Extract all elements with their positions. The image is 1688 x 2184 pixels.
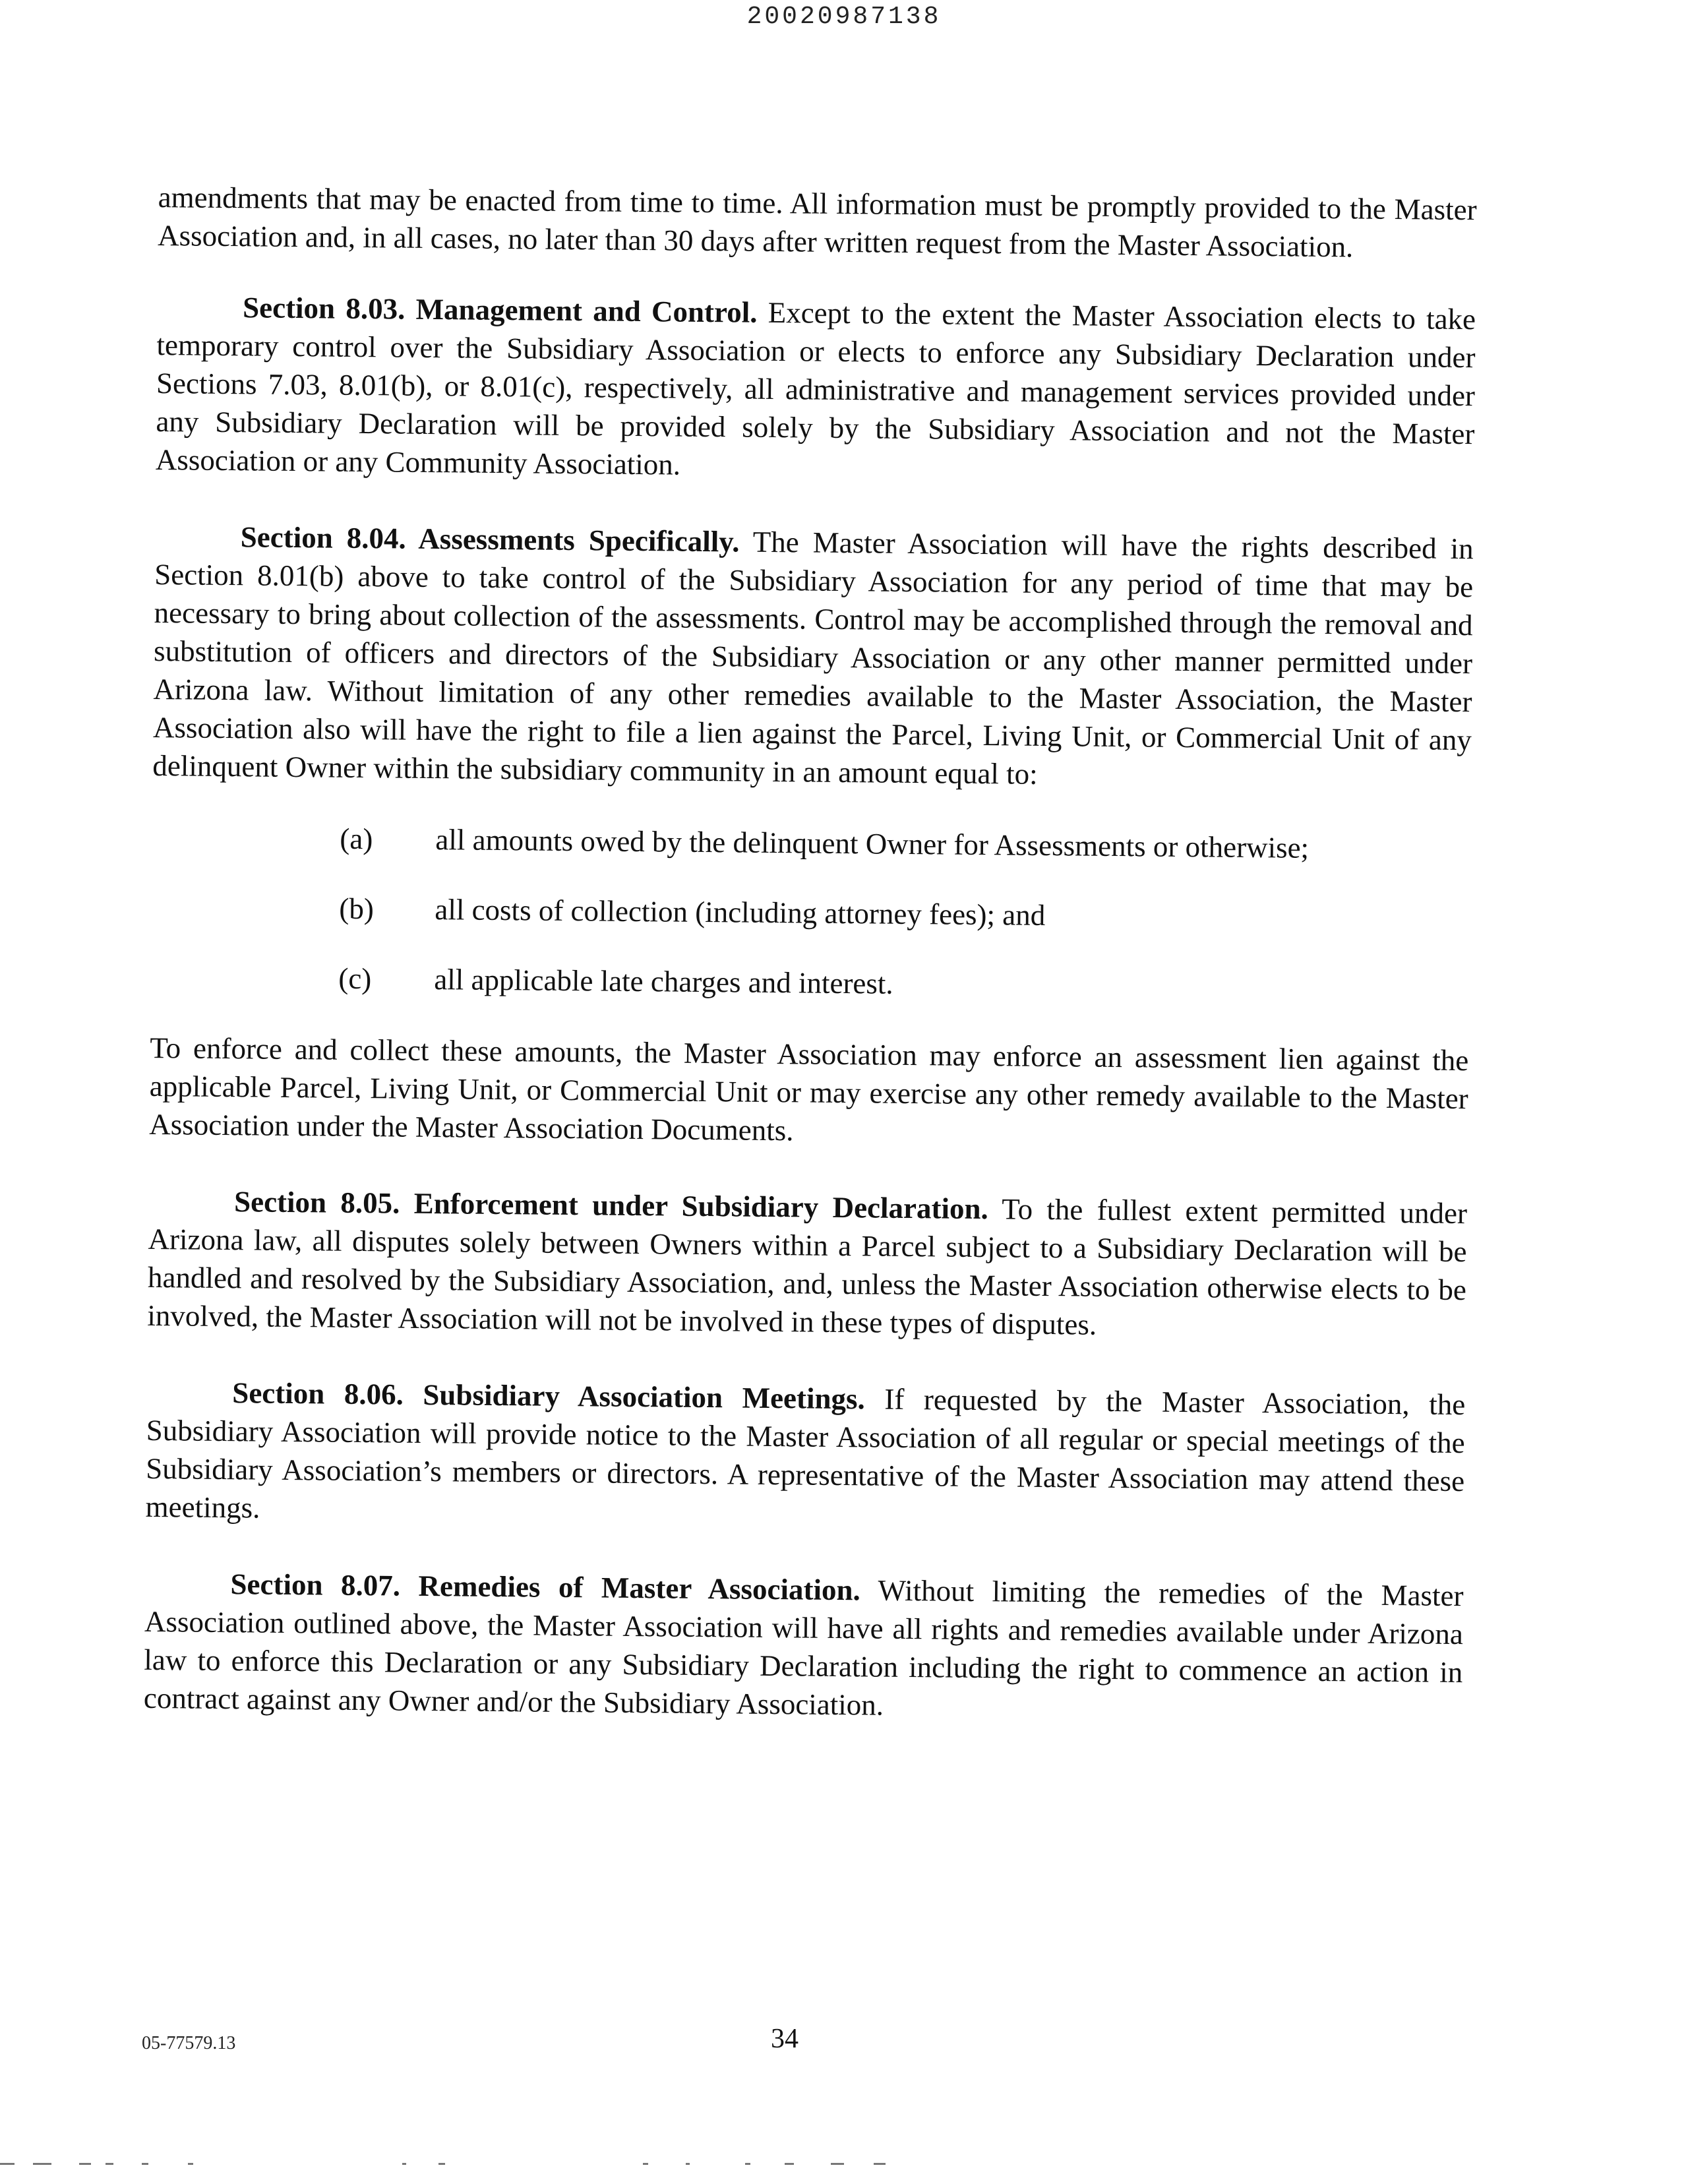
section-8-03-title: Management and Control	[415, 292, 750, 329]
page-number: 34	[771, 2024, 799, 2054]
section-8-04-heading: Section 8.04. Assessments Specifically.	[240, 520, 740, 559]
document-number: 20020987138	[746, 3, 942, 31]
section-8-06-heading: Section 8.06. Subsidiary Association Meetings.	[232, 1376, 866, 1416]
section-8-04-title: Assessments Specifically	[418, 522, 733, 559]
list-item	[150, 957, 1469, 1008]
list-item	[151, 888, 1470, 938]
section-8-03-body: Except to the extent the Master Association elects to take temporary control over the Subsidiary Association or elects to enforce any Subsidiary Declaration under Sections 7.03, 8.01(b), or 8.01(c), respectively, all administrative and management services provided under any Subsidiary Declaration will be provided solely by the Subsidiary Association and not the Master Association or any Community Association.	[155, 295, 1476, 481]
section-8-06-title: Subsidiary Association Meetings	[423, 1378, 858, 1416]
amount-list	[150, 818, 1470, 1008]
list-marker: (c)	[338, 961, 372, 996]
section-8-05	[147, 1182, 1467, 1347]
section-8-07	[144, 1564, 1464, 1730]
section-8-07-number: Section 8.07.	[230, 1567, 401, 1602]
section-8-03	[156, 288, 1476, 491]
section-8-07-body: Without limiting the remedies of the Master Association outlined above, the Master Association will have all rights and remedies available under Arizona law to enforce this Declaration or any Subsidiary Declaration including the right to commence an action in contract against any Owner and/or the Subsidiary Association.	[143, 1573, 1464, 1722]
document-body	[143, 178, 1477, 1768]
list-text: all applicable late charges and interest.	[434, 963, 893, 1000]
section-8-05-body: To the fullest extent permitted under Arizona law, all disputes solely between Owners within a Parcel subject to a Subsidiary Declaration will be handled and resolved by the Subsidiary Association, and, unless the Master Association otherwise elects to be involved, the Master Association will not be involved in these types of disputes.	[147, 1192, 1468, 1341]
section-8-06-body: If requested by the Master Association, the Subsidiary Association will provide notice to the Master Association of all regular or special meetings of the Subsidiary Association’s members or directors. A representative of the Master Association may attend these meetings.	[145, 1382, 1466, 1525]
section-8-03-number: Section 8.03.	[242, 291, 406, 326]
section-8-04-body: The Master Association will have the rights described in Section 8.01(b) above to take control of the Subsidiary Association for any period of time that may be necessary to bring about collection of the assessments. Control may be accomplished through the removal and substitution of officers and directors of the Subsidiary Association or any other manner permitted under Arizona law. Without limitation of any other remedies available to the Master Association, the Master Association also will have the right to file a lien against the Parcel, Living Unit, or Commercial Unit of any delinquent Owner within the subsidiary community in an amount equal to:	[152, 525, 1474, 791]
section-8-05-title: Enforcement under Subsidiary Declaration	[413, 1186, 981, 1226]
after-list-paragraph: To enforce and collect these amounts, the Master Association may enforce an assessment lien against the applicable Parcel, Living Unit, or Commercial Unit or may exercise any other remedy available to the Master Association under the Master Association Documents.	[148, 1031, 1469, 1147]
list-text: all costs of collection (including attorney fees); and	[435, 893, 1046, 932]
list-item	[152, 818, 1470, 868]
footer-document-code: 05-77579.13	[142, 2033, 236, 2053]
section-8-03-heading: Section 8.03. Management and Control.	[242, 291, 758, 329]
list-marker: (a)	[340, 822, 373, 856]
list-marker: (b)	[339, 892, 375, 926]
section-8-06-number: Section 8.06.	[232, 1376, 404, 1411]
section-8-07-heading: Section 8.07. Remedies of Master Association.	[230, 1567, 861, 1607]
section-8-05-heading: Section 8.05. Enforcement under Subsidiary Declaration.	[233, 1185, 989, 1226]
intro-paragraph: amendments that may be enacted from time to time. All information must be promptly provided to the Master Association and, in all cases, no later than 30 days after written request from the Master Association.	[157, 180, 1477, 264]
list-text: all amounts owed by the delinquent Owner for Assessments or otherwise;	[435, 823, 1310, 864]
section-8-05-number: Section 8.05.	[233, 1185, 400, 1220]
scan-edge-noise	[0, 2163, 1688, 2176]
section-8-06	[145, 1373, 1465, 1538]
section-8-07-title: Remedies of Master Association	[418, 1569, 853, 1607]
section-8-04-number: Section 8.04.	[240, 520, 407, 555]
section-8-04	[152, 517, 1474, 797]
